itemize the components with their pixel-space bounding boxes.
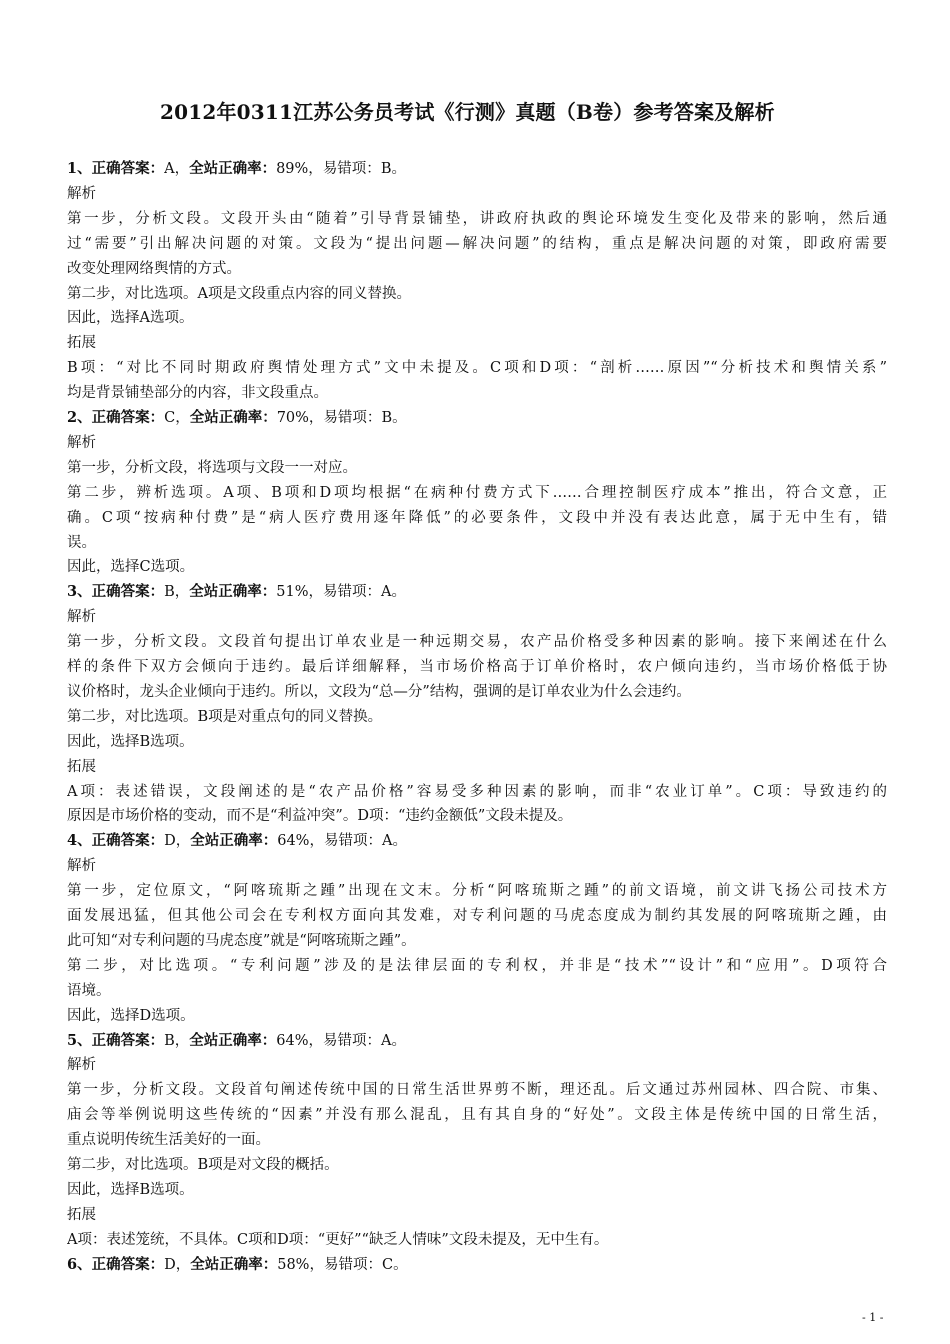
answer-label: 正确答案： (91, 409, 165, 427)
answer-value: D， (164, 833, 191, 850)
extension-line: A项：表述错误，文段阐述的是“农产品价格”容易受多种因素的影响，而非“农业订单”。C项：导致违约的 (67, 783, 887, 800)
rate-label: 全站正确率： (190, 832, 278, 850)
rate-value: 64%， (276, 1032, 323, 1049)
analysis-line: 因此，选择B选项。 (67, 1181, 194, 1198)
answer-label: 正确答案： (91, 1255, 165, 1273)
extension-line: A项：表述笼统，不具体。C项和D项：“更好”“缺乏人情味”文段未提及，无中生有。 (67, 1231, 609, 1248)
wrong-label: 易错项： (322, 161, 381, 177)
analysis-line: 重点说明传统生活美好的一面。 (67, 1132, 270, 1149)
wrong-label: 易错项： (323, 410, 382, 427)
extension-line: 均是背景铺垫部分的内容，非文段重点。 (67, 385, 328, 402)
wrong-value: A。 (381, 833, 407, 850)
wrong-value: C。 (381, 1256, 408, 1273)
wrong-label: 易错项： (322, 1032, 381, 1049)
analysis-line: 庙会等举例说明这些传统的“因素”并没有那么混乱，且有其自身的“好处”。文段主体是传统中国的日常生活， (67, 1107, 887, 1124)
page-title: 2012年0311江苏公务员考试《行测》真题（B卷）参考答案及解析 (160, 100, 775, 124)
question-number: 1、 (67, 160, 92, 177)
document-body (67, 157, 887, 1278)
wrong-label: 易错项： (322, 584, 381, 601)
analysis-line: 第二步，对比选项。“专利问题”涉及的是法律层面的专利权，并非是“技术”“设计”和“应用”。D项符合 (67, 957, 887, 974)
rate-label: 全站正确率： (189, 409, 277, 427)
rate-label: 全站正确率： (189, 583, 277, 601)
question-number: 6、 (67, 1255, 92, 1273)
wrong-value: B。 (380, 161, 406, 177)
answer-label: 正确答案： (91, 832, 165, 850)
analysis-line: 因此，选择B选项。 (67, 733, 194, 750)
analysis-line: 此可知“对专利问题的马虎态度”就是“阿喀琉斯之踵”。 (67, 932, 416, 949)
question-number: 3、 (67, 583, 92, 601)
question-header (67, 580, 887, 605)
analysis-line: 样的条件下双方会倾向于违约。最后详细解释，当市场价格高于订单价格时，农户倾向违约，当市场价格低于协 (67, 659, 887, 676)
answer-value: B， (164, 1032, 190, 1049)
answer-label: 正确答案： (91, 160, 165, 177)
extension-heading: 拓展 (67, 335, 96, 352)
analysis-line: 议价格时，龙头企业倾向于违约。所以，文段为“总—分”结构，强调的是订单农业为什么会违约。 (67, 683, 691, 700)
rate-label: 全站正确率： (189, 1031, 277, 1049)
analysis-line: 第一步，分析文段。文段首句提出订单农业是一种远期交易，农产品价格受多种因素的影响。接下来阐述在什么 (67, 634, 887, 651)
question-number: 4、 (67, 832, 92, 850)
analysis-line: 第二步，对比选项。B项是对重点句的同义替换。 (67, 708, 383, 725)
analysis-line: 第一步，定位原文，“阿喀琉斯之踵”出现在文末。分析“阿喀琉斯之踵”的前文语境，前文讲飞扬公司技术方 (67, 883, 887, 900)
extension-line: 原因是市场价格的变动，而不是“利益冲突”。D项：“违约金额低”文段未提及。 (67, 808, 573, 825)
question-header (67, 157, 887, 182)
analysis-heading: 解析 (67, 609, 96, 626)
analysis-line: 语境。 (67, 982, 111, 999)
rate-label: 全站正确率： (190, 1255, 278, 1273)
question-number: 5、 (67, 1031, 92, 1049)
analysis-heading: 解析 (67, 434, 96, 451)
analysis-line: 第二步，对比选项。B项是对文段的概括。 (67, 1157, 339, 1174)
analysis-line: 第二步，辨析选项。A项、B项和D项均根据“在病种付费方式下……合理控制医疗成本”推出，符合文意，正 (67, 484, 887, 501)
answer-label: 正确答案： (91, 1031, 165, 1049)
analysis-line: 确。C项“按病种付费”是“病人医疗费用逐年降低”的必要条件，文段中并没有表达此意，属于无中生有，错 (67, 509, 887, 526)
answer-value: C， (164, 410, 190, 427)
analysis-line: 第一步，分析文段。文段开头由“随着”引导背景铺垫，讲政府执政的舆论环境发生变化及带来的影响，然后通 (67, 210, 887, 227)
rate-value: 58%， (277, 1256, 324, 1273)
extension-line: B项：“对比不同时期政府舆情处理方式”文中未提及。C项和D项：“剖析……原因”“分析技术和舆情关系” (67, 360, 887, 377)
answer-value: D， (164, 1256, 191, 1273)
wrong-label: 易错项： (323, 1256, 382, 1273)
answer-value: A， (164, 161, 190, 177)
wrong-label: 易错项： (323, 833, 382, 850)
analysis-line: 因此，选择A选项。 (67, 310, 194, 327)
wrong-value: A。 (380, 584, 406, 601)
rate-value: 64%， (277, 833, 324, 850)
analysis-line: 误。 (67, 534, 96, 551)
wrong-value: B。 (381, 410, 407, 427)
page-number: - 1 - (862, 1311, 884, 1324)
rate-value: 89%， (276, 161, 323, 177)
analysis-line: 因此，选择C选项。 (67, 559, 195, 576)
answer-value: B， (164, 584, 190, 601)
question-header (67, 406, 887, 431)
analysis-line: 改变处理网络舆情的方式。 (67, 260, 241, 277)
analysis-heading: 解析 (67, 185, 96, 202)
rate-value: 70%， (276, 410, 324, 427)
analysis-line: 第一步，分析文段，将选项与文段一一对应。 (67, 459, 357, 476)
analysis-line: 过“需要”引出解决问题的对策。文段为“提出问题—解决问题”的结构，重点是解决问题的对策，即政府需要 (67, 235, 887, 252)
analysis-line: 第一步，分析文段。文段首句阐述传统中国的日常生活世界剪不断，理还乱。后文通过苏州园林、四合院、市集、 (67, 1082, 887, 1099)
analysis-line: 因此，选择D选项。 (67, 1007, 195, 1024)
answer-label: 正确答案： (91, 583, 165, 601)
analysis-line: 面发展迅猛，但其他公司会在专利权方面向其发难，对专利问题的马虎态度成为制约其发展的阿喀琉斯之踵，由 (67, 908, 887, 925)
rate-value: 51%， (276, 584, 323, 601)
analysis-line: 第二步，对比选项。A项是文段重点内容的同义替换。 (67, 285, 411, 302)
extension-heading: 拓展 (67, 758, 96, 775)
question-header (67, 829, 887, 854)
question-header (67, 1253, 887, 1278)
extension-heading: 拓展 (67, 1206, 96, 1223)
question-number: 2、 (67, 409, 92, 427)
question-header (67, 1029, 887, 1054)
wrong-value: A。 (380, 1032, 406, 1049)
analysis-heading: 解析 (67, 858, 96, 875)
analysis-heading: 解析 (67, 1057, 96, 1074)
rate-label: 全站正确率： (189, 160, 277, 177)
